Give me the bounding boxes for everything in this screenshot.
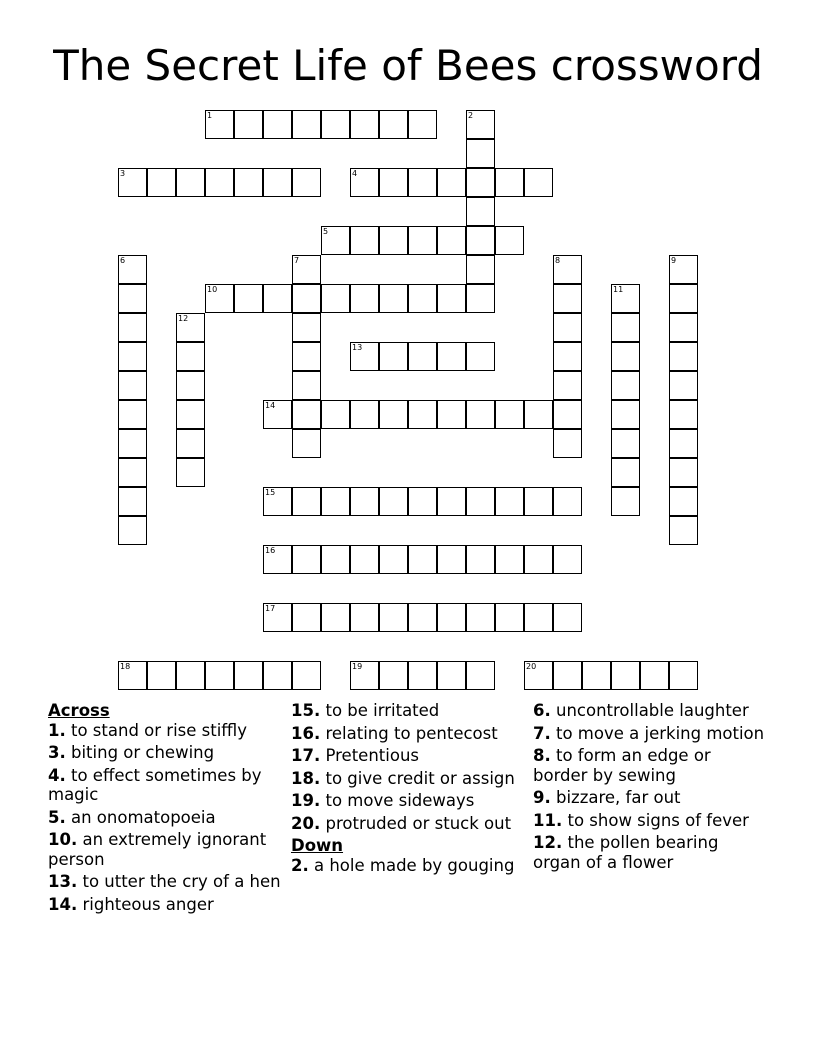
clue-item-text: to stand or rise stiffly: [65, 720, 248, 740]
grid-cell[interactable]: [437, 487, 466, 516]
grid-cell[interactable]: [379, 168, 408, 197]
clue-item-text: an extremely ignorant person: [48, 830, 267, 869]
grid-cell[interactable]: [176, 458, 205, 487]
grid-cell[interactable]: [379, 487, 408, 516]
grid-cell[interactable]: [669, 255, 698, 284]
grid-cell[interactable]: [553, 284, 582, 313]
grid-cell[interactable]: [553, 342, 582, 371]
grid-cell[interactable]: [379, 342, 408, 371]
grid-cell[interactable]: [321, 545, 350, 574]
grid-cell[interactable]: [263, 400, 292, 429]
grid-cell[interactable]: [495, 545, 524, 574]
clue-item: [291, 769, 527, 789]
grid-cell[interactable]: [553, 313, 582, 342]
grid-cell[interactable]: [292, 284, 321, 313]
clue-number: 20: [526, 662, 537, 671]
grid-cell[interactable]: [292, 313, 321, 342]
clue-item: [533, 788, 769, 808]
grid-cell[interactable]: [669, 400, 698, 429]
grid-cell[interactable]: [524, 661, 553, 690]
grid-cell[interactable]: [350, 284, 379, 313]
clue-item-text: protruded or stuck out: [320, 813, 512, 833]
grid-cell[interactable]: [611, 661, 640, 690]
grid-cell[interactable]: [553, 371, 582, 400]
grid-cell[interactable]: [263, 168, 292, 197]
grid-cell[interactable]: [669, 284, 698, 313]
clue-item: [48, 830, 284, 869]
clue-item: [533, 724, 769, 744]
grid-cell[interactable]: [205, 168, 234, 197]
grid-cell[interactable]: [292, 255, 321, 284]
clue-number: 7: [294, 256, 300, 265]
grid-cell[interactable]: [379, 110, 408, 139]
clue-number: 10: [207, 285, 218, 294]
clue-number: 14: [265, 401, 276, 410]
grid-cell[interactable]: [524, 603, 553, 632]
clue-item: [48, 766, 284, 805]
clue-number: 8: [555, 256, 561, 265]
clue-item: [48, 895, 284, 915]
grid-cell[interactable]: [669, 458, 698, 487]
grid-cell[interactable]: [292, 342, 321, 371]
clue-item: [48, 872, 284, 892]
clue-item-text: biting or chewing: [65, 743, 215, 762]
clue-number: 15: [265, 488, 276, 497]
grid-cell[interactable]: [176, 661, 205, 690]
clue-item-text: relating to pentecost: [320, 723, 498, 743]
grid-cell[interactable]: [408, 226, 437, 255]
grid-cell[interactable]: [408, 545, 437, 574]
grid-cell[interactable]: [495, 226, 524, 255]
grid-cell[interactable]: [437, 400, 466, 429]
grid-cell[interactable]: [176, 400, 205, 429]
clue-item-text: uncontrollable laughter: [550, 701, 749, 720]
clue-number: 3: [120, 169, 126, 178]
grid-cell[interactable]: [466, 255, 495, 284]
clue-item-number: 2.: [291, 855, 309, 875]
clue-item-number: 16.: [291, 723, 321, 743]
clue-number: 16: [265, 546, 276, 555]
grid-cell[interactable]: [321, 603, 350, 632]
grid-cell[interactable]: [669, 487, 698, 516]
grid-cell[interactable]: [350, 487, 379, 516]
grid-cell[interactable]: [292, 429, 321, 458]
clue-item-number: 13.: [48, 872, 78, 891]
grid-cell[interactable]: [205, 284, 234, 313]
grid-cell[interactable]: [292, 487, 321, 516]
grid-cell[interactable]: [466, 284, 495, 313]
grid-cell[interactable]: [437, 342, 466, 371]
grid-cell[interactable]: [408, 661, 437, 690]
grid-cell[interactable]: [466, 168, 495, 197]
grid-cell[interactable]: [408, 168, 437, 197]
grid-cell[interactable]: [234, 284, 263, 313]
grid-cell[interactable]: [611, 284, 640, 313]
grid-cell[interactable]: [408, 110, 437, 139]
clue-number: 17: [265, 604, 276, 613]
grid-cell[interactable]: [350, 400, 379, 429]
clues-column-3: [533, 701, 769, 875]
clue-item-number: 7.: [533, 723, 551, 743]
clue-item: [48, 808, 284, 828]
grid-cell[interactable]: [379, 603, 408, 632]
clue-item: [291, 746, 527, 766]
grid-cell[interactable]: [292, 371, 321, 400]
grid-cell[interactable]: [321, 226, 350, 255]
grid-cell[interactable]: [292, 110, 321, 139]
clue-item: [533, 811, 769, 831]
clue-number: 19: [352, 662, 363, 671]
grid-cell[interactable]: [524, 487, 553, 516]
grid-cell[interactable]: [350, 603, 379, 632]
grid-cell[interactable]: [669, 661, 698, 690]
grid-cell[interactable]: [292, 545, 321, 574]
grid-cell[interactable]: [640, 661, 669, 690]
grid-cell[interactable]: [205, 661, 234, 690]
grid-cell[interactable]: [669, 371, 698, 400]
grid-cell[interactable]: [118, 371, 147, 400]
clue-item-number: 11.: [533, 810, 563, 830]
grid-cell[interactable]: [176, 429, 205, 458]
grid-cell[interactable]: [234, 110, 263, 139]
grid-cell[interactable]: [263, 545, 292, 574]
clue-item: [48, 743, 284, 763]
clue-item-number: 8.: [533, 746, 551, 765]
clue-item: [291, 814, 527, 834]
grid-cell[interactable]: [553, 400, 582, 429]
grid-cell[interactable]: [611, 400, 640, 429]
grid-cell[interactable]: [350, 545, 379, 574]
grid-cell[interactable]: [118, 284, 147, 313]
clue-number: 1: [207, 111, 213, 120]
grid-cell[interactable]: [437, 168, 466, 197]
clue-item-number: 3.: [48, 743, 66, 762]
grid-cell[interactable]: [611, 429, 640, 458]
clue-item-text: bizzare, far out: [550, 788, 681, 807]
grid-cell[interactable]: [118, 487, 147, 516]
clue-item-text: to give credit or assign: [320, 768, 515, 788]
grid-cell[interactable]: [263, 110, 292, 139]
clue-item-text: to move a jerking motion: [550, 723, 765, 743]
grid-cell[interactable]: [234, 168, 263, 197]
clue-item-text: Pretentious: [320, 746, 419, 765]
grid-cell[interactable]: [292, 168, 321, 197]
grid-cell[interactable]: [408, 284, 437, 313]
grid-cell[interactable]: [437, 545, 466, 574]
grid-cell[interactable]: [176, 313, 205, 342]
grid-cell[interactable]: [495, 168, 524, 197]
clue-item-number: 5.: [48, 807, 66, 827]
grid-cell[interactable]: [350, 342, 379, 371]
clue-number: 2: [468, 111, 474, 120]
grid-cell[interactable]: [466, 226, 495, 255]
clue-item-text: righteous anger: [77, 894, 214, 914]
clue-heading: Across: [48, 701, 110, 720]
grid-cell[interactable]: [437, 661, 466, 690]
grid-cell[interactable]: [379, 661, 408, 690]
clue-number: 5: [323, 227, 329, 236]
clues-column-2: [291, 701, 527, 878]
grid-cell[interactable]: [408, 487, 437, 516]
grid-cell[interactable]: [408, 342, 437, 371]
clue-item: [291, 724, 527, 744]
clue-item-number: 18.: [291, 768, 321, 788]
grid-cell[interactable]: [350, 168, 379, 197]
grid-cell[interactable]: [321, 487, 350, 516]
grid-cell[interactable]: [379, 226, 408, 255]
grid-cell[interactable]: [553, 255, 582, 284]
clues-column-1: [48, 701, 284, 917]
grid-cell[interactable]: [118, 168, 147, 197]
grid-cell[interactable]: [466, 661, 495, 690]
grid-cell[interactable]: [437, 226, 466, 255]
clue-number: 4: [352, 169, 358, 178]
grid-cell[interactable]: [466, 342, 495, 371]
grid-cell[interactable]: [379, 400, 408, 429]
grid-cell[interactable]: [321, 400, 350, 429]
grid-cell[interactable]: [524, 545, 553, 574]
grid-cell[interactable]: [118, 255, 147, 284]
clue-item-number: 9.: [533, 788, 551, 807]
clue-item-number: 6.: [533, 701, 551, 720]
grid-cell[interactable]: [118, 516, 147, 545]
clue-number: 12: [178, 314, 189, 323]
grid-cell[interactable]: [495, 487, 524, 516]
grid-cell[interactable]: [553, 487, 582, 516]
clue-number: 9: [671, 256, 677, 265]
clue-item-number: 20.: [291, 813, 321, 833]
grid-cell[interactable]: [147, 661, 176, 690]
clue-heading: Down: [291, 836, 344, 855]
grid-cell[interactable]: [205, 110, 234, 139]
clue-item-number: 14.: [48, 894, 78, 914]
clue-item-number: 4.: [48, 765, 66, 785]
clue-item: [533, 833, 769, 872]
page-title: The Secret Life of Bees crossword: [53, 41, 763, 90]
clue-item: [533, 701, 769, 721]
clue-item-text: a hole made by gouging: [308, 855, 515, 875]
clue-item: [291, 701, 527, 721]
clue-item-number: 12.: [533, 833, 563, 852]
grid-cell[interactable]: [669, 429, 698, 458]
clue-item: [291, 791, 527, 811]
grid-cell[interactable]: [118, 342, 147, 371]
grid-cell[interactable]: [408, 400, 437, 429]
grid-cell[interactable]: [263, 487, 292, 516]
clue-item-text: to utter the cry of a hen: [77, 872, 281, 891]
grid-cell[interactable]: [234, 661, 263, 690]
grid-cell[interactable]: [350, 226, 379, 255]
grid-cell[interactable]: [292, 603, 321, 632]
clue-item-text: to form an edge or border by sewing: [533, 746, 711, 785]
grid-cell[interactable]: [611, 458, 640, 487]
clue-item-number: 15.: [291, 701, 321, 720]
clue-item-text: to move sideways: [320, 791, 475, 810]
grid-cell[interactable]: [118, 313, 147, 342]
clue-item-number: 1.: [48, 720, 66, 740]
clue-item-text: to be irritated: [320, 701, 440, 720]
clue-number: 6: [120, 256, 126, 265]
grid-cell[interactable]: [611, 313, 640, 342]
grid-cell[interactable]: [553, 545, 582, 574]
grid-cell[interactable]: [118, 458, 147, 487]
grid-cell[interactable]: [321, 110, 350, 139]
clue-item-text: an onomatopoeia: [65, 807, 216, 827]
grid-cell[interactable]: [495, 603, 524, 632]
clue-item-number: 19.: [291, 791, 321, 810]
grid-cell[interactable]: [553, 429, 582, 458]
grid-cell[interactable]: [669, 516, 698, 545]
grid-cell[interactable]: [118, 661, 147, 690]
grid-cell[interactable]: [466, 487, 495, 516]
grid-cell[interactable]: [350, 110, 379, 139]
clue-item: [48, 721, 284, 741]
grid-cell[interactable]: [669, 342, 698, 371]
grid-cell[interactable]: [553, 603, 582, 632]
grid-cell[interactable]: [437, 603, 466, 632]
grid-cell[interactable]: [321, 284, 350, 313]
grid-cell[interactable]: [611, 342, 640, 371]
grid-cell[interactable]: [263, 661, 292, 690]
grid-cell[interactable]: [611, 487, 640, 516]
grid-cell[interactable]: [292, 400, 321, 429]
grid-cell[interactable]: [263, 603, 292, 632]
grid-cell[interactable]: [524, 168, 553, 197]
grid-cell[interactable]: [582, 661, 611, 690]
grid-cell[interactable]: [292, 661, 321, 690]
clue-number: 11: [613, 285, 624, 294]
grid-cell[interactable]: [669, 313, 698, 342]
grid-cell[interactable]: [495, 400, 524, 429]
clue-item-text: the pollen bearing organ of a flower: [533, 833, 719, 872]
clue-item: [533, 746, 769, 785]
clue-number: 18: [120, 662, 131, 671]
grid-cell[interactable]: [466, 197, 495, 226]
grid-cell[interactable]: [524, 400, 553, 429]
grid-cell[interactable]: [466, 110, 495, 139]
grid-cell[interactable]: [263, 284, 292, 313]
grid-cell[interactable]: [466, 400, 495, 429]
clue-item-text: to effect sometimes by magic: [48, 765, 262, 804]
grid-cell[interactable]: [437, 284, 466, 313]
grid-cell[interactable]: [379, 284, 408, 313]
clue-number: 13: [352, 343, 363, 352]
clue-item-number: 10.: [48, 830, 78, 849]
grid-cell[interactable]: [466, 139, 495, 168]
grid-cell[interactable]: [466, 603, 495, 632]
grid-cell[interactable]: [118, 400, 147, 429]
grid-cell[interactable]: [350, 661, 379, 690]
clue-item-number: 17.: [291, 746, 321, 765]
grid-cell[interactable]: [408, 603, 437, 632]
grid-cell[interactable]: [176, 371, 205, 400]
clue-item: [291, 856, 527, 876]
clue-item-text: to show signs of fever: [562, 810, 749, 830]
grid-cell[interactable]: [118, 429, 147, 458]
grid-cell[interactable]: [176, 342, 205, 371]
grid-cell[interactable]: [147, 168, 176, 197]
grid-cell[interactable]: [379, 545, 408, 574]
grid-cell[interactable]: [466, 545, 495, 574]
grid-cell[interactable]: [553, 661, 582, 690]
grid-cell[interactable]: [176, 168, 205, 197]
grid-cell[interactable]: [611, 371, 640, 400]
